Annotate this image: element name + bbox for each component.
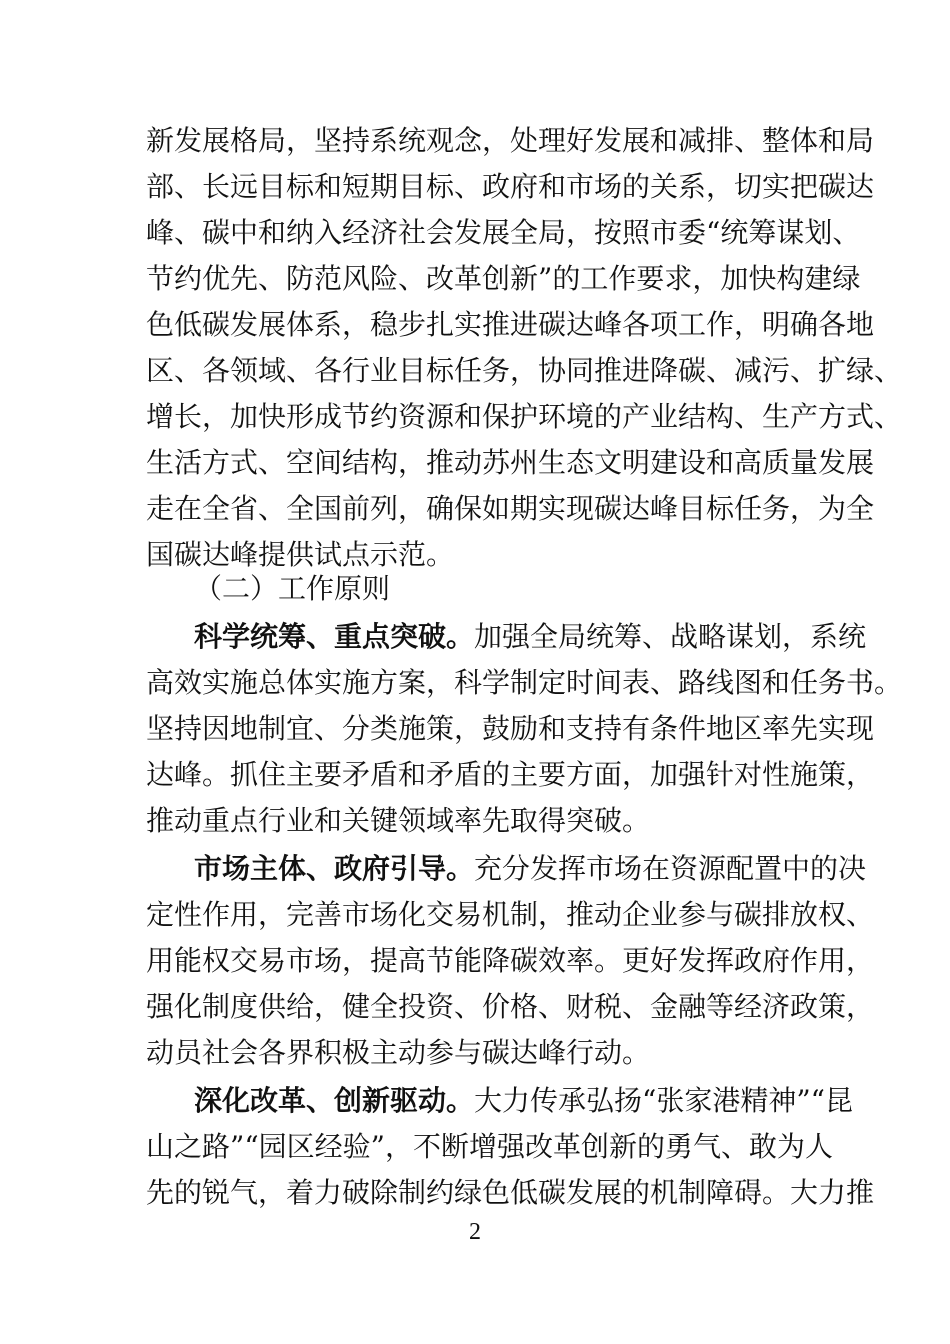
paragraph-line: 高效实施总体实施方案，科学制定时间表、路线图和任务书。 <box>146 666 903 699</box>
paragraph-line: 动员社会各界积极主动参与碳达峰行动。 <box>146 1036 651 1069</box>
paragraph-line: 增长，加快形成节约资源和保护环境的产业结构、生产方式、 <box>146 400 903 433</box>
paragraph-line: 坚持因地制宜、分类施策，鼓励和支持有条件地区率先实现 <box>146 712 875 745</box>
paragraph-line: 先的锐气，着力破除制约绿色低碳发展的机制障碍。大力推 <box>146 1176 875 1209</box>
paragraph-line: 走在全省、全国前列，确保如期实现碳达峰目标任务，为全 <box>146 492 875 525</box>
paragraph-line: 区、各领域、各行业目标任务，协同推进降碳、减污、扩绿、 <box>146 354 903 387</box>
principle-first-line <box>194 849 867 889</box>
paragraph-line: 生活方式、空间结构，推动苏州生态文明建设和高质量发展 <box>146 446 875 479</box>
paragraph-line: 达峰。抓住主要矛盾和矛盾的主要方面，加强针对性施策， <box>146 758 875 791</box>
principle-first-line <box>194 617 867 657</box>
paragraph-line: 推动重点行业和关键领域率先取得突破。 <box>146 804 651 837</box>
paragraph-line: 定性作用，完善市场化交易机制，推动企业参与碳排放权、 <box>146 898 875 931</box>
principle-text: 加强全局统筹、战略谋划，系统 <box>474 620 867 653</box>
principle-first-line <box>194 1081 853 1121</box>
page-number: 2 <box>469 1219 481 1245</box>
principle-title: 深化改革、创新驱动。 <box>194 1084 475 1117</box>
paragraph-line: 新发展格局，坚持系统观念，处理好发展和减排、整体和局 <box>146 124 875 157</box>
section-heading: （二）工作原则 <box>194 572 391 605</box>
paragraph-line: 用能权交易市场，提高节能降碳效率。更好发挥政府作用， <box>146 944 875 977</box>
paragraph-line: 国碳达峰提供试点示范。 <box>146 538 455 571</box>
paragraph-line: 强化制度供给，健全投资、价格、财税、金融等经济政策， <box>146 990 875 1023</box>
principle-title: 市场主体、政府引导。 <box>194 852 475 885</box>
principle-title: 科学统筹、重点突破。 <box>194 620 475 653</box>
paragraph-line: 部、长远目标和短期目标、政府和市场的关系，切实把碳达 <box>146 170 875 203</box>
paragraph-line: 节约优先、防范风险、改革创新”的工作要求，加快构建绿 <box>146 262 861 295</box>
principle-text: 大力传承弘扬“张家港精神”“昆 <box>474 1084 853 1117</box>
paragraph-line: 色低碳发展体系，稳步扎实推进碳达峰各项工作，明确各地 <box>146 308 875 341</box>
paragraph-line: 山之路”“园区经验”，不断增强改革创新的勇气、敢为人 <box>146 1130 833 1163</box>
principle-text: 充分发挥市场在资源配置中的决 <box>474 852 867 885</box>
paragraph-line: 峰、碳中和纳入经济社会发展全局，按照市委“统筹谋划、 <box>146 216 861 249</box>
